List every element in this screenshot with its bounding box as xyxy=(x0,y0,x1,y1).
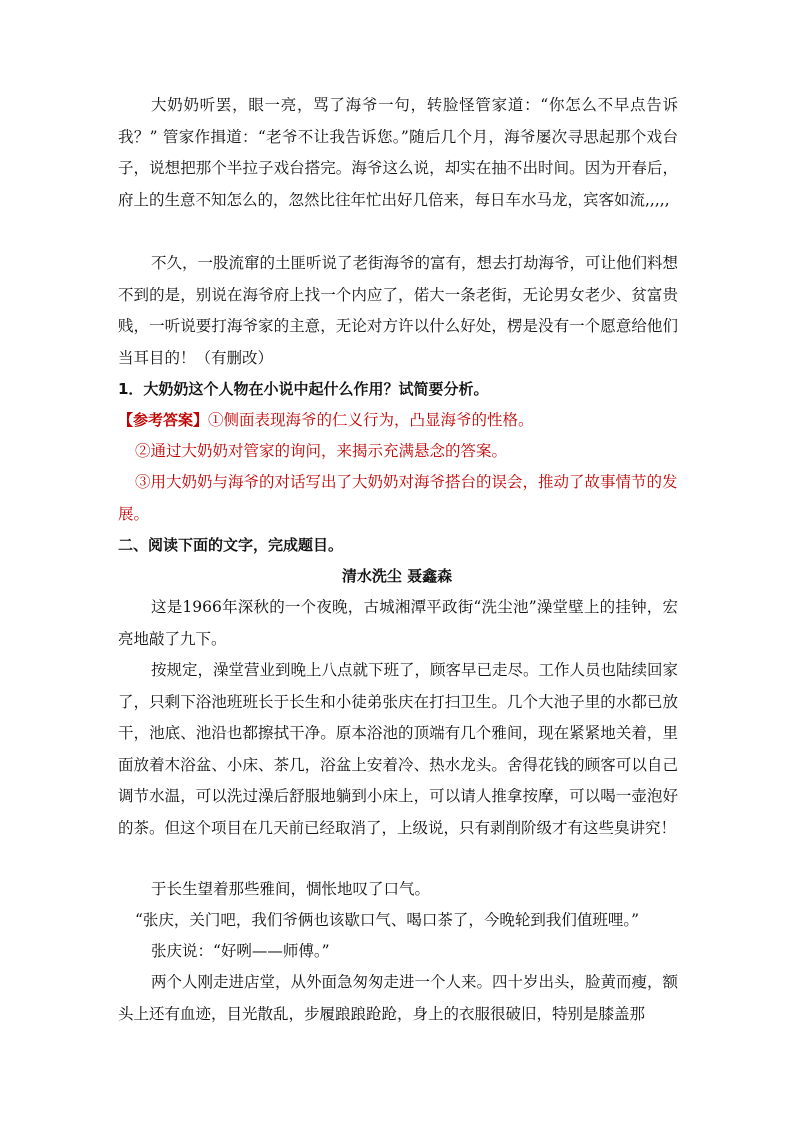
story-paragraph-6: 两个人刚走进店堂，从外面急匆匆走进一个人来。四十岁出头，脸黄而瘦，额头上还有血迹，目光散乱，步履踉踉跄跄，身上的衣服很破旧，特别是膝盖那 xyxy=(118,973,679,1023)
answer-label: 【参考答案】 xyxy=(118,411,209,429)
passage1-paragraph-2: 不久，一股流窜的土匪听说了老街海爷的富有，想去打劫海爷，可让他们料想不到的是，别说在海爷府上找一个内应了，偌大一条老街，无论男女老少、贫富贵贱，一听说要打海爷家的主意，无论对方许以什么好处，楞是没有一个愿意给他们当耳目的！（有删改） xyxy=(118,254,679,367)
passage1-paragraph-1: 大奶奶听罢，眼一亮，骂了海爷一句，转脸怪管家道：“你怎么不早点告诉我？” 管家作揖道：“老爷不让我告诉您。”随后几个月，海爷屡次寻思起那个戏台子，说想把那个半拉子戏台搭完。海爷这么说，却实在抽不出时间。因为开春后，府上的生意不知怎么的，忽然比往年忙出好几倍来，每日车水马龙，宾客如流,,,,, xyxy=(118,96,678,209)
story-title: 清水洗尘 聂鑫森 xyxy=(341,567,453,585)
story-paragraph-4: “张庆，关门吧，我们爷俩也该歇口气、喝口茶了，今晚轮到我们值班哩。” xyxy=(135,911,640,929)
question-1: 1．大奶奶这个人物在小说中起什么作用？试简要分析。 xyxy=(118,380,489,398)
answer-item-1: ①侧面表现海爷的仁义行为，凸显海爷的性格。 xyxy=(208,411,534,429)
story-paragraph-2: 按规定，澡堂营业到晚上八点就下班了，顾客早已走尽。工作人员也陆续回家了，只剩下浴池班班长于长生和小徒弟张庆在打扫卫生。几个大池子里的水都已放干，池底、池沿也都擦拭干净。原本浴池的顶端有几个雅间，现在紧紧地关着，里面放着木浴盆、小床、茶几，浴盆上安着冷、热水龙头。舍得花钱的顾客可以自己调节水温，可以洗过澡后舒服地躺到小床上，可以请人推拿按摩，可以喝一壶泡好的茶。但这个项目在几天前已经取消了，上级说，只有剥削阶级才有这些臭讲究！ xyxy=(118,661,679,837)
story-paragraph-5: 张庆说：“好咧——师傅。” xyxy=(151,942,330,960)
story-paragraph-1: 这是1966年深秋的一个夜晚，古城湘潭平政街“洗尘池”澡堂壁上的挂钟，宏亮地敲了九下。 xyxy=(118,598,678,648)
section-heading: 二、阅读下面的文字，完成题目。 xyxy=(118,536,344,554)
answer-item-3: ③用大奶奶与海爷的对话写出了大奶奶对海爷搭台的误会，推动了故事情节的发展。 xyxy=(118,473,678,523)
answer-item-2: ②通过大奶奶对管家的询问，来揭示充满悬念的答案。 xyxy=(135,442,508,460)
answer-block-1 xyxy=(118,405,678,437)
story-paragraph-3: 于长生望着那些雅间，惆怅地叹了口气。 xyxy=(151,880,431,898)
